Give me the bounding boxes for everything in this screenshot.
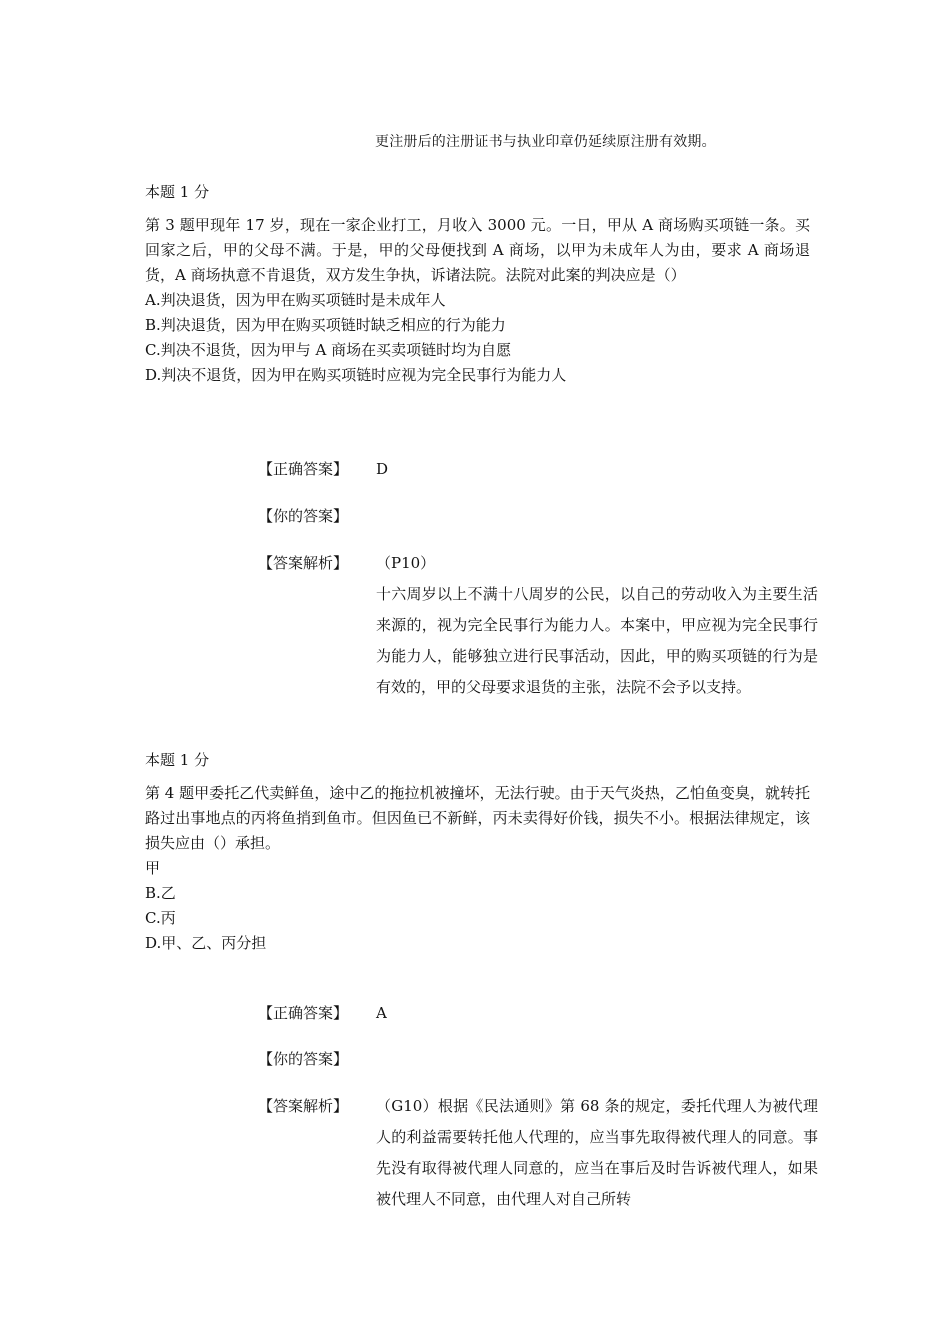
analysis-label: 【答案解析】 xyxy=(258,1097,349,1115)
question-4-option-b: B.乙 xyxy=(145,884,176,902)
question-4-stem: 第 4 题甲委托乙代卖鲜鱼，途中乙的拖拉机被撞坏，无法行驶。由于天气炎热，乙怕鱼变臭，就转托路过出事地点的丙将鱼捎到鱼市。但因鱼已不新鲜，丙未卖得好价钱，损失不小。根据法律规定，该损失应由（）承担。 xyxy=(145,784,810,852)
analysis-label: 【答案解析】 xyxy=(258,554,349,572)
question-3-score: 本题 1 分 xyxy=(145,183,210,201)
your-answer-label: 【你的答案】 xyxy=(258,507,349,525)
question-3-stem: 第 3 题甲现年 17 岁，现在一家企业打工，月收入 3000 元。一日，甲从 A 商场购买项链一条。买回家之后，甲的父母不满。于是，甲的父母便找到 A 商场，以甲为未成年人为由，要求 A 商场退货，A 商场执意不肯退货，双方发生争执，诉诸法院。法院对此案的判决应是（） xyxy=(145,216,810,284)
correct-answer-value: D xyxy=(376,460,389,478)
analysis-row xyxy=(258,548,818,703)
analysis-text: （G10）根据《民法通则》第 68 条的规定，委托代理人为被代理人的利益需要转托他人代理的，应当事先取得被代理人的同意。事先没有取得被代理人同意的，应当在事后及时告诉被代理人，如果被代理人不同意，由代理人对自己所转 xyxy=(376,1097,818,1208)
question-4-option-c: C.丙 xyxy=(145,909,176,927)
analysis-row xyxy=(258,1091,818,1215)
your-answer-row xyxy=(258,501,818,532)
correct-answer-row xyxy=(258,998,818,1029)
correct-answer-label: 【正确答案】 xyxy=(258,1004,349,1022)
analysis-text: 十六周岁以上不满十八周岁的公民，以自己的劳动收入为主要生活来源的，视为完全民事行为能力人。本案中，甲应视为完全民事行为能力人，能够独立进行民事活动，因此，甲的购买项链的行为是有效的，甲的父母要求退货的主张，法院不会予以支持。 xyxy=(376,585,818,696)
analysis-content xyxy=(376,1091,818,1215)
correct-answer-row xyxy=(258,454,818,485)
correct-answer-label: 【正确答案】 xyxy=(258,460,349,478)
carry-over-line: 更注册后的注册证书与执业印章仍延续原注册有效期。 xyxy=(375,134,716,150)
analysis-reference: （P10） xyxy=(376,554,436,572)
question-3-option-b: B.判决退货，因为甲在购买项链时缺乏相应的行为能力 xyxy=(145,316,506,334)
correct-answer-value: A xyxy=(376,1004,387,1022)
question-4 xyxy=(145,748,810,956)
your-answer-row xyxy=(258,1044,818,1075)
question-3-option-d: D.判决不退货，因为甲在购买项链时应视为完全民事行为能力人 xyxy=(145,366,567,384)
question-4-score: 本题 1 分 xyxy=(145,751,210,769)
question-3-answer-block xyxy=(258,454,818,703)
question-4-option-d: D.甲、乙、丙分担 xyxy=(145,934,267,952)
question-3-option-a: A.判决退货，因为甲在购买项链时是未成年人 xyxy=(145,291,446,309)
question-4-option-a: 甲 xyxy=(145,859,161,877)
question-3 xyxy=(145,180,810,388)
analysis-content xyxy=(376,548,818,703)
your-answer-label: 【你的答案】 xyxy=(258,1050,349,1068)
question-3-option-c: C.判决不退货，因为甲与 A 商场在买卖项链时均为自愿 xyxy=(145,341,512,359)
question-4-answer-block xyxy=(258,998,818,1215)
